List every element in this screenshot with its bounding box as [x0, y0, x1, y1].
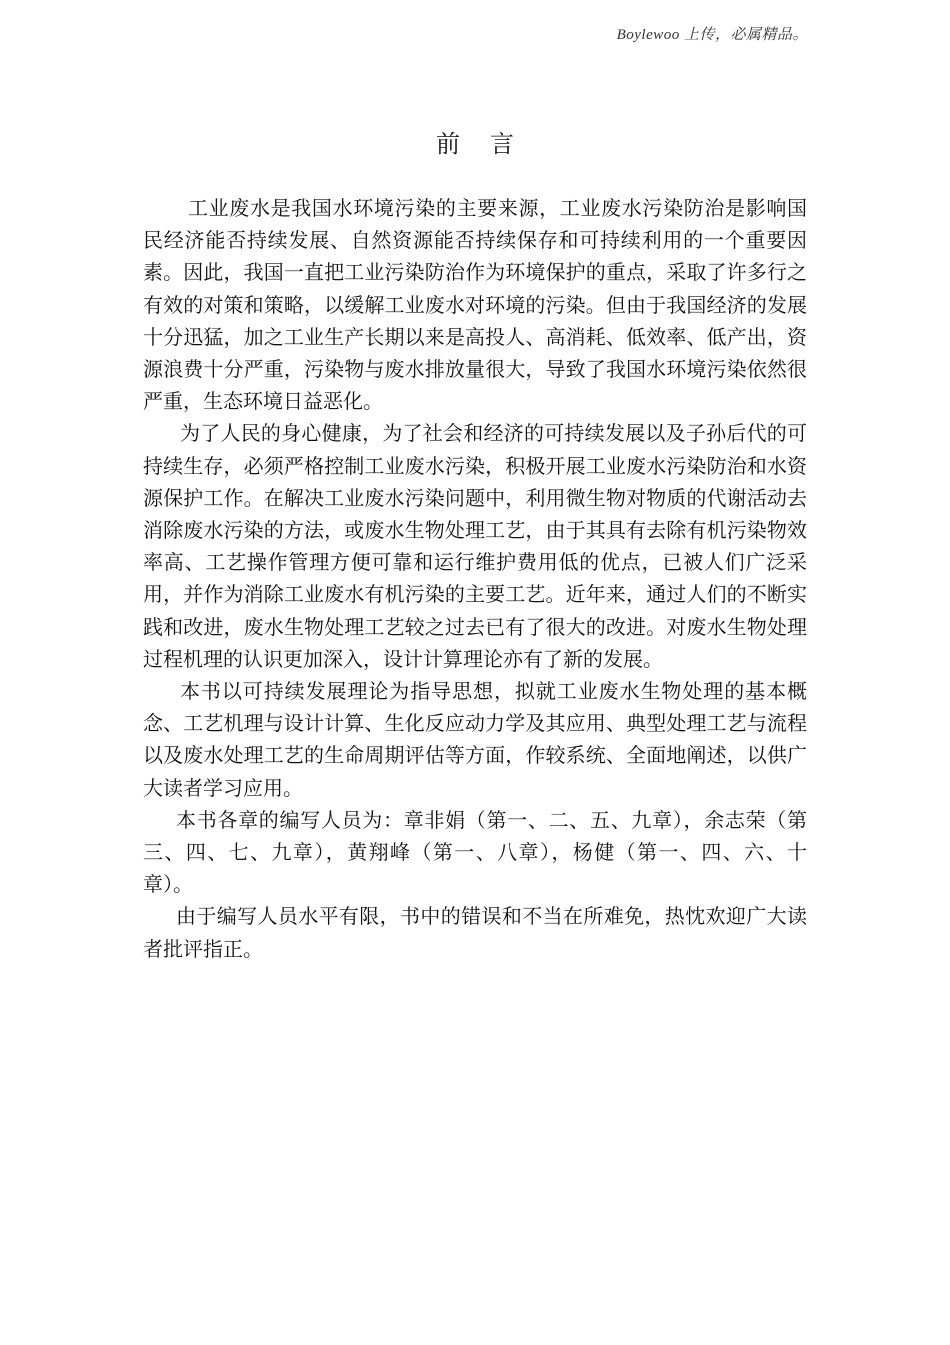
- paragraph-3: 本书以可持续发展理论为指导思想，拟就工业废水生物处理的基本概念、工艺机理与设计计算、生化反应动力学及其应用、典型处理工艺与流程以及废水处理工艺的生命周期评估等方面，作较系统、全面地阐述，以供广大读者学习应用。: [143, 679, 807, 800]
- paragraph-2: 为了人民的身心健康，为了社会和经济的可持续发展以及子孙后代的可持续生存，必须严格控制工业废水污染，积极开展工业废水污染防治和水资源保护工作。在解决工业废水污染问题中，利用微生物对物质的代谢活动去消除废水污染的方法，或废水生物处理工艺，由于其具有去除有机污染物效率高、工艺操作管理方便可靠和运行维护费用低的优点，已被人们广泛采用，并作为消除工业废水有机污染的主要工艺。近年来，通过人们的不断实践和改进，废水生物处理工艺较之过去已有了很大的改进。对废水生物处理过程机理的认识更加深入，设计计算理论亦有了新的发展。: [143, 421, 807, 671]
- paragraph-1: 工业废水是我国水环境污染的主要来源，工业废水污染防治是影响国民经济能否持续发展、自然资源能否持续保存和可持续利用的一个重要因素。因此，我国一直把工业污染防治作为环境保护的重点，采取了许多行之有效的对策和策略，以缓解工业废水对环境的污染。但由于我国经济的发展十分迅猛，加之工业生产长期以来是高投人、高消耗、低效率、低产出，资源浪费十分严重，污染物与废水排放量很大，导致了我国水环境污染依然很严重，生态环境日益恶化。: [143, 196, 807, 414]
- page-header-watermark: Boylewoo 上传，必属精品。: [616, 27, 808, 43]
- page-title: 前言: [436, 130, 544, 158]
- preface-body: [143, 192, 807, 965]
- paragraph-4: 本书各章的编写人员为：章非娟（第一、二、五、九章），余志荣（第三、四、七、九章），黄翔峰（第一、八章），杨健（第一、四、六、十章）。: [143, 807, 807, 897]
- paragraph-5: 由于编写人员水平有限，书中的错误和不当在所难免，热忱欢迎广大读者批评指正。: [143, 904, 807, 961]
